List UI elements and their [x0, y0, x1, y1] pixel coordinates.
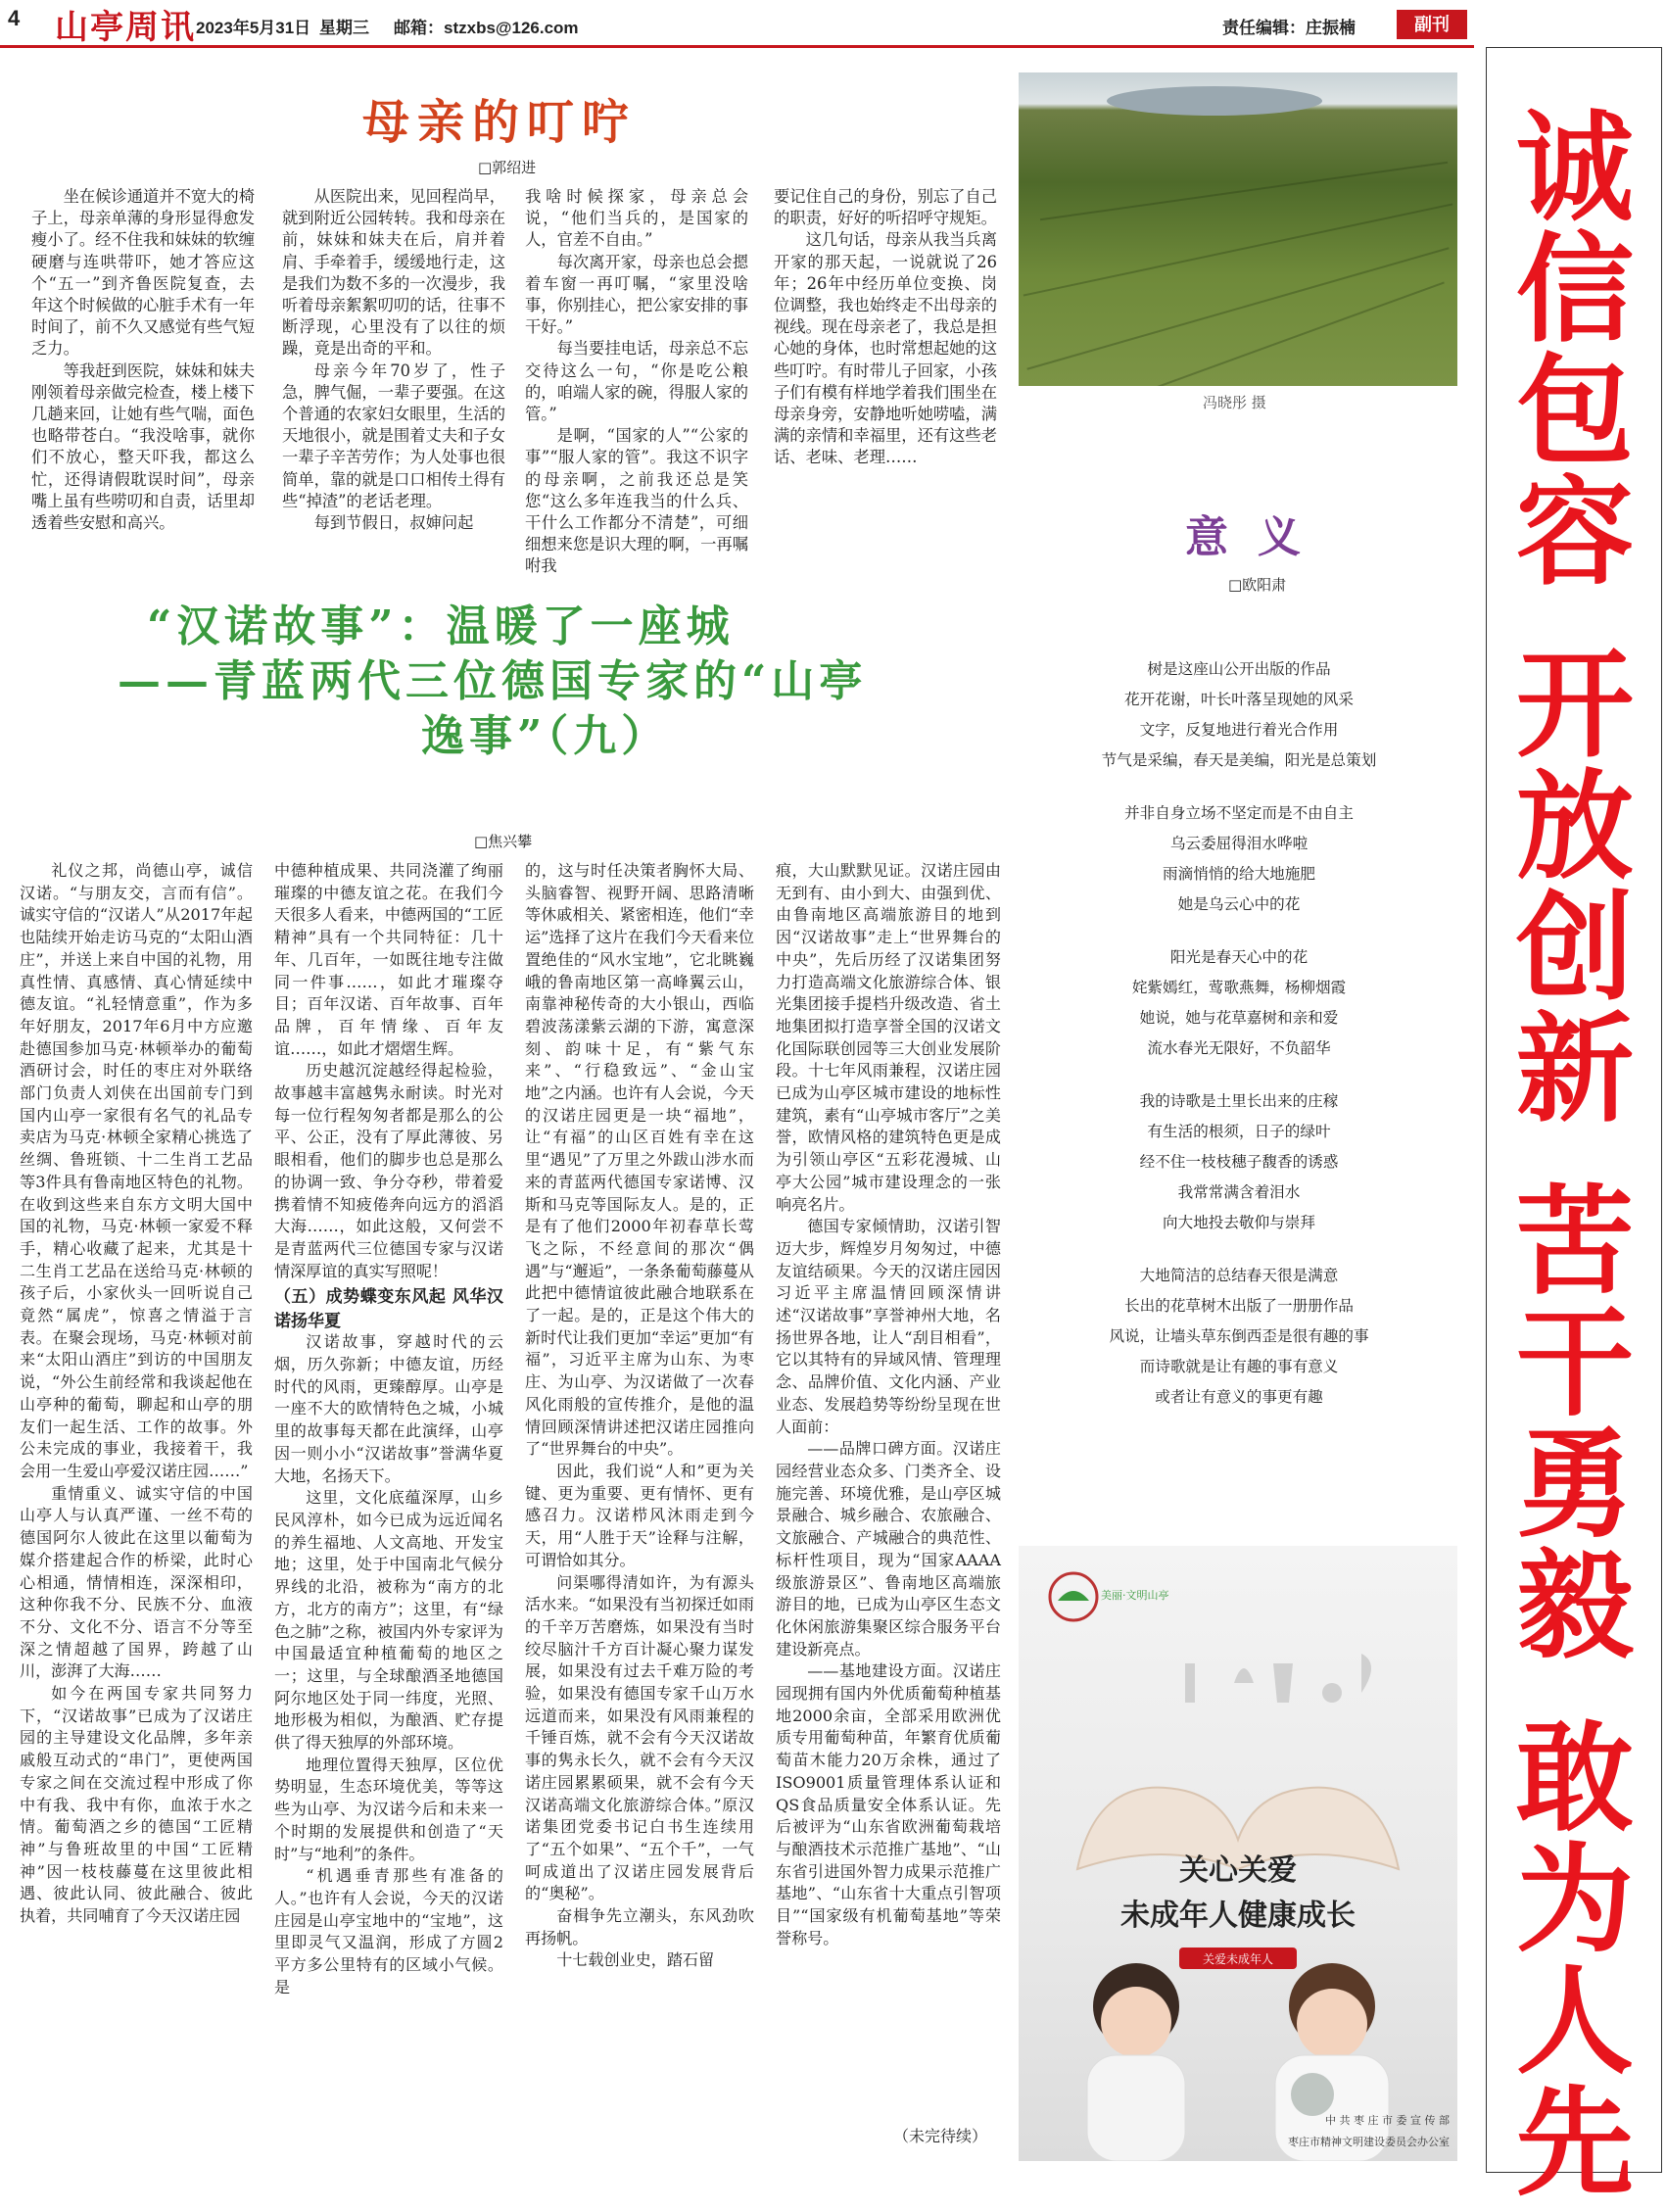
slogan-char: 敢	[1516, 1711, 1634, 1848]
slogan-char: 创	[1516, 881, 1634, 1017]
paragraph: 中德种植成果、共同浇灌了绚丽璀璨的中德友谊之花。在我们今天很多人看来，中德两国的“工匠精神”具有一个共同特征：几十年、几百年，一如既往地专注做同一件事……，如此才璀璨夺目；百年汉诺、百年故事、百年品牌，百年情缘、百年友谊……，如此才熠熠生辉。	[274, 861, 503, 1058]
slogan-char: 容	[1516, 465, 1634, 601]
slogan-char: 勇	[1516, 1418, 1634, 1554]
article2-title	[118, 600, 868, 764]
paragraph: 如今在两国专家共同努力下，“汉诺故事”已成为了汉诺庄园的主导建设文化品牌，多年亲戚般互动式的“串门”，更使两国专家之间在交流过程中形成了你中有我、我中有你，血浓于水之情。葡萄酒之乡的德国“工匠精神”与鲁班故里的中国“工匠精神”因一枝枝藤蔓在这里彼此相遇、彼此认同、彼此融合、彼此执着，共同哺育了今天汉诺庄园	[20, 1684, 253, 1926]
article2-column	[525, 860, 754, 1972]
paragraph: 坐在候诊通道并不宽大的椅子上，母亲单薄的身形显得愈发瘦小了。经不住我和妹妹的软缠硬磨与连哄带吓，她才答应这个“五一”到齐鲁医院复查，去年这个时候做的心脏手术有一年时间了，前不久又感觉有些气短乏力。	[31, 187, 255, 359]
poem-line: 经不住一枝枝穗子馥香的诱惑	[1139, 1153, 1339, 1171]
article3-author: □欧阳肃	[1228, 576, 1287, 594]
poem-line: 阳光是春天心中的花	[1169, 948, 1309, 966]
article2-author: □焦兴攀	[474, 833, 533, 850]
section-tag: 副刊	[1397, 10, 1467, 39]
paragraph: 每次离开家，母亲也总会摁着车窗一再叮嘱，“家里没啥事，你别挂心，把公家安排的事干好。”	[525, 252, 748, 337]
page-number: 4	[8, 6, 21, 30]
public-service-ad	[1019, 1546, 1457, 2161]
article2-column	[274, 860, 503, 1998]
paragraph: 痕，大山默默见证。汉诺庄园由无到有、由小到大、由强到优、由鲁南地区高端旅游目的地到因“汉诺故事”走上“世界舞台的中央”，先后历经了汉诺集团努力打造高端文化旅游综合体、银光集团接手提档升级改造、省土地集团拟打造享誉全国的汉诺文化国际联创园等三大创业发展阶段。十七年风雨兼程，汉诺庄园已成为山亭区城市建设的地标性建筑，素有“山亭城市客厅”之美誉，欧情风格的建筑特色更是成为引领山亭区“五彩花漫城、山亭大公园”城市建设理念的一张响亮名片。	[776, 861, 1001, 1214]
article1-author: □郭绍进	[478, 159, 537, 176]
poem-line: 流水春光无限好，不负韶华	[1147, 1039, 1331, 1057]
ad-headline: 关心关爱	[1179, 1853, 1297, 1888]
paragraph: 每当要挂电话，母亲总不忘交待这么一句，“你是吃公粮的，咱端人家的碗，得服人家的管。”	[525, 339, 748, 424]
ad-headline: 未成年人健康成长	[1120, 1899, 1356, 1933]
poem-line: 长出的花草树木出版了一册册作品	[1124, 1297, 1354, 1315]
paragraph: 因此，我们说“人和”更为关键、更为重要、更有情怀、更有感召力。汉诺栉风沐雨走到今天，用“人胜于天”诠释与注解，可谓恰如其分。	[525, 1461, 754, 1569]
paragraph: 从医院出来，见回程尚早，就到附近公园转转。我和母亲在前，妹妹和妹夫在后，肩并着肩、手牵着手，缓缓地行走，这是我们为数不多的一次漫步，我听着母亲絮絮叨叨的话，往事不断浮现，心里没有了以往的烦躁，竟是出奇的平和。	[282, 187, 505, 359]
poem-line: 而诗歌就是让有趣的事有意义	[1139, 1358, 1339, 1375]
paragraph: 母亲今年70岁了，性子急，脾气倔，一辈子要强。在这个普通的农家妇女眼里，生活的天地很小，就是围着丈夫和子女一辈子辛苦劳作；为人处事也很简单，靠的就是口口相传土得有些“掉渣”的老话老理。	[282, 361, 505, 510]
distant-hill	[1107, 86, 1322, 116]
paper-logo: 山亭周讯	[55, 8, 196, 47]
article1-column	[525, 186, 748, 578]
paragraph: 问渠哪得清如许，为有源头活水来。“如果没有当初探迁如雨的千辛万苦磨炼，如果没有当时绞尽脑汁千方百计凝心聚力谋发展，如果没有过去千难万险的考验，如果没有德国专家千山万水远道而来，如果没有风雨兼程的千锤百炼，就不会有今天汉诺故事的隽永长久，就不会有今天汉诺庄园累累硕果，就不会有今天汉诺高端文化旅游综合体。”原汉诺集团党委书记白书生连续用了“五个如果”、“五个千”，一气呵成道出了汉诺庄园发展背后的“奥秘”。	[525, 1572, 754, 1903]
ad-ribbon: 关爱未成年人	[1202, 1952, 1273, 1966]
poem-line: 花开花谢，叶长叶落呈现她的风采	[1124, 691, 1354, 708]
ad-sponsor: 枣庄市精神文明建设委员会办公室	[1288, 2136, 1450, 2148]
slogan-char: 信	[1516, 222, 1634, 359]
masthead-editor: 责任编辑：庄振楠	[1222, 19, 1356, 37]
paragraph: 这几句话，母亲从我当兵离开家的那天起，一说就说了26年；26年中经历单位变换、岗位调整，我也始终走不出母亲的视线。现在母亲老了，我总是担心她的身体，也时常想起她的这些叮咛。有时带儿子回家，小孩子们有模有样地学着我们围坐在母亲身旁，安静地听她唠嗑，满满的亲情和幸福里，还有这些老话、老味、老理……	[774, 230, 997, 467]
article2-column	[776, 860, 1001, 1949]
slogan-char: 为	[1516, 1833, 1634, 1969]
subhead: （五）成势蝶变东风起 风华汉诺扬华夏	[274, 1287, 503, 1332]
paragraph: 十七载创业史，踏石留	[556, 1950, 715, 1970]
paragraph: 的，这与时任决策者胸怀大局、头脑睿智、视野开阔、思路清晰等休戚相关、紧密相连，他们“幸运”选择了这片在我们今天看来位置绝佳的“风水宝地”，它北眺巍峨的鲁南地区第一高峰翼云山，南靠神秘传奇的大小银山，西临碧波荡漾紫云湖的下游，寓意深刻、韵味十足，有“紫气东来”、“行稳致远”、“金山宝地”之内涵。也许有人会说，今天的汉诺庄园更是一块“福地”，让“有福”的山区百姓有幸在这里“遇见”了万里之外跋山涉水而来的青蓝两代德国专家诺博、汉斯和马克等国际友人。是的，正是有了他们2000年初春草长莺飞之际，不经意间的那次“偶遇”与“邂逅”，一条条葡萄藤蔓从此把中德情谊彼此融合地联系在了一起。是的，正是这个伟大的新时代让我们更加“幸运”更加“有福”，习近平主席为山东、为枣庄、为山亭、为汉诺做了一次春风化雨般的宣传推介，是他的温情回顾深情讲述把汉诺庄园推向了“世界舞台的中央”。	[525, 861, 754, 1459]
paragraph: 重情重义、诚实守信的中国山亭人与认真严谨、一丝不苟的德国阿尔人彼此在这里以葡萄为媒介搭建起合作的桥梁，此时心心相通，情情相连，深深相印，这种你我不分、民族不分、血液不分、文化不分、语言不分等至深之情超越了国界，跨越了山川，澎湃了大海……	[20, 1483, 253, 1681]
poem-line: 向大地投去敬仰与崇拜	[1163, 1214, 1315, 1231]
article2-title-line: “汉诺故事”：温暖了一座城	[147, 601, 735, 651]
poem-line: 我常常满含着泪水	[1177, 1183, 1301, 1201]
poem-line: 她是乌云心中的花	[1177, 895, 1301, 913]
slogan-char: 先	[1516, 2076, 1634, 2212]
paragraph: 要记住自己的身份，别忘了自己的职责，好好的听招呼守规矩。	[774, 187, 997, 228]
photo-caption: 冯晓彤 摄	[1203, 394, 1266, 411]
slogan-char: 人	[1516, 1954, 1634, 2091]
article2-title-line: ——青蓝两代三位德国专家的“山亭	[118, 656, 868, 706]
slogan-char: 放	[1516, 759, 1634, 895]
ad-badge: 美丽·文明山亭	[1101, 1589, 1169, 1602]
paragraph: 地理位置得天独厚，区位优势明显，生态环境优美，等等这些为山亭、为汉诺今后和未来一个时期的发展提供和创造了“天时”与“地利”的条件。	[274, 1755, 503, 1863]
poem-line: 或者让有意义的事更有趣	[1155, 1388, 1323, 1406]
paragraph: 汉诺故事，穿越时代的云烟，历久弥新；中德友谊，历经时代的风雨，更臻醇厚。山亭是一座不大的欧情特色之城，小城里的故事每天都在此演绎，山亭因一则小小“汉诺故事”誉满华夏大地，名扬天下。	[274, 1332, 503, 1485]
article2-column	[20, 860, 253, 1928]
slogan-char: 开	[1516, 638, 1634, 774]
poem-line: 姹紫嫣红，莺歌燕舞，杨柳烟霞	[1131, 979, 1347, 996]
poem-line: 乌云委屈得泪水哗啦	[1169, 835, 1309, 852]
poem-line: 风说，让墙头草东倒西歪是很有趣的事	[1109, 1327, 1369, 1345]
issue-date: 2023年5月31日	[196, 19, 311, 37]
slogan-char: 干	[1516, 1296, 1634, 1432]
slogan-char: 苦	[1516, 1175, 1634, 1311]
slogan-char: 诚	[1516, 101, 1634, 237]
article1-column	[282, 186, 505, 534]
to-be-continued: （未完待续）	[893, 2127, 988, 2145]
poem-line: 有生活的根须，日子的绿叶	[1147, 1123, 1331, 1140]
article3-title: 意义	[1185, 512, 1330, 562]
paragraph: ——基地建设方面。汉诺庄园现拥有国内外优质葡萄种植基地2000余亩，全部采用欧洲优质专用葡萄种苗，年繁育优质葡萄苗木能力20万余株，通过了ISO9001质量管理体系认证和QS食品质量安全体系认证。先后被评为“山东省欧洲葡萄栽培与酿酒技术示范推广基地”、“山东省引进国外智力成果示范推广基地”、“山东省十大重点引智项目”“国家级有机葡萄基地”等荣誉称号。	[776, 1661, 1001, 1948]
issue-weekday: 星期三	[319, 19, 369, 37]
article2-title-line: 逸事”（九）	[421, 711, 670, 761]
paragraph: “机遇垂青那些有准备的人。”也许有人会说，今天的汉诺庄园是山亭宝地中的“宝地”，这里即灵气又温润，形成了方圆2平方多公里特有的区域小气候。是	[274, 1866, 503, 1996]
paragraph: 德国专家倾情助，汉诺引智迈大步，辉煌岁月匆匆过，中德友谊结硕果。今天的汉诺庄园因习近平主席温情回顾深情讲述“汉诺故事”享誉神州大地，名扬世界各地，让人“刮目相看”，它以其特有的异域风情、管理理念、品牌价值、文化内涵、产业业态、发展趋势等纷纷呈现在世人面前：	[776, 1217, 1001, 1436]
poem-line: 文字，反复地进行着光合作用	[1139, 721, 1339, 739]
poem	[1058, 654, 1420, 1413]
ad-sponsor: 中 共 枣 庄 市 委 宣 传 部	[1325, 2114, 1450, 2127]
paragraph: 这里，文化底蕴深厚，山乡民风淳朴，如今已成为远近闻名的养生福地、人文高地、开发宝地；这里，处于中国南北气候分界线的北沿，被称为“南方的北方，北方的南方”；这里，有“绿色之肺”之称，被国内外专家评为中国最适宜种植葡萄的地区之一；这里，与全球酿酒圣地德国阿尔地区处于同一纬度，光照、地形极为相似，为酿酒、贮存提供了得天独厚的外部环境。	[274, 1488, 503, 1753]
poem-line: 树是这座山公开出版的作品	[1147, 660, 1331, 678]
slogan-char: 包	[1516, 344, 1634, 480]
paragraph: 礼仪之邦，尚德山亭，诚信汉诺。“与朋友交，言而有信”。诚实守信的“汉诺人”从2017年起也陆续开始走访马克的“太阳山酒庄”，并送上来自中国的礼物，用真性情、真感情、真心情延续中德友谊。“礼轻情意重”，作为多年好朋友，2017年6月中方应邀赴德国参加马克·林顿举办的葡萄酒研讨会，时任的枣庄对外联络部门负责人刘侠在出国前专门到国内山亭一家很有名气的礼品专卖店为马克·林顿全家精心挑选了丝绸、鲁班锁、十二生肖工艺品等3件具有鲁南地区特色的礼物。在收到这些来自东方文明大国中国的礼物，马克·林顿一家爱不释手，精心收藏了起来，尤其是十二生肖工艺品在送给马克·林顿的孩子后，小家伙头一回听说自己竟然“属虎”，惊喜之情溢于言表。在聚会现场，马克·林顿对前来“太阳山酒庄”到访的中国朋友说，“外公生前经常和我谈起他在山亭种的葡萄，聊起和山亭的朋友们一起生活、工作的故事。外公未完成的事业，我接着干，我会用一生爱山亭爱汉诺庄园……”	[20, 861, 253, 1480]
poem-line: 大地简洁的总结春天很是满意	[1139, 1267, 1339, 1284]
article1-column	[31, 186, 255, 534]
poem-line: 雨滴悄悄的给大地施肥	[1163, 865, 1315, 883]
wheat-field-photo	[1019, 72, 1457, 386]
paragraph: ——品牌口碑方面。汉诺庄园经营业态众多、门类齐全、设施完善、环境优雅，是山亭区城景融合、城乡融合、农旅融合、文旅融合、产城融合的典范性、标杆性项目，现为“国家AAAA级旅游景区”、鲁南地区高端旅游目的地，已成为山亭区生态文化休闲旅游集聚区综合服务平台建设新亮点。	[776, 1439, 1001, 1659]
paragraph: 等我赶到医院，妹妹和妹夫刚领着母亲做完检查，楼上楼下几趟来回，让她有些气喘，面色也略带苍白。“我没啥事，就你们不放心，整天吓我，都这么忙，还得请假耽误时间”，母亲嘴上虽有些唠叨和自责，话里却透着些安慰和高兴。	[31, 361, 255, 533]
masthead-email: 邮箱：stzxbs@126.com	[394, 19, 579, 37]
paragraph: 奋楫争先立潮头，东风劲吹再扬帆。	[525, 1906, 754, 1948]
paragraph: 我啥时候探家，母亲总会说，“他们当兵的，是国家的人，官差不自由。”	[525, 187, 748, 250]
paragraph: 是啊，“国家的人”“公家的事”“服人家的管”。我这不识字的母亲啊，之前我还总是笑您“这么多年连我当的什么兵、干什么工作都分不清楚”，可细细想来您是识大理的啊，一再嘱咐我	[525, 426, 748, 576]
paragraph: 历史越沉淀越经得起检验，故事越丰富越隽永耐读。时光对每一位行程匆匆者都是那么的公平、公正，没有了厚此薄彼、另眼相看，他们的脚步也总是那么的协调一致、争分夺秒，带着爱携着情不知疲倦奔向远方的滔滔大海……，如此这般，又何尝不是青蓝两代三位德国专家与汉诺情深厚谊的真实写照呢！	[274, 1061, 503, 1280]
article1-title: 母亲的叮咛	[362, 95, 638, 150]
poem-line: 我的诗歌是土里长出来的庄稼	[1139, 1092, 1339, 1110]
poem-line: 她说，她与花草嘉树和亲和爱	[1139, 1009, 1339, 1027]
article1-column	[774, 186, 997, 469]
slogan-char: 新	[1516, 1002, 1634, 1138]
slogan-char: 毅	[1516, 1539, 1634, 1675]
vertical-slogan	[1486, 47, 1662, 2212]
poem-line: 节气是采编，春天是美编，阳光是总策划	[1101, 751, 1377, 769]
paragraph: 每到节假日，叔婶问起	[313, 513, 474, 533]
poem-line: 并非自身立场不坚定而是不由自主	[1124, 804, 1354, 822]
